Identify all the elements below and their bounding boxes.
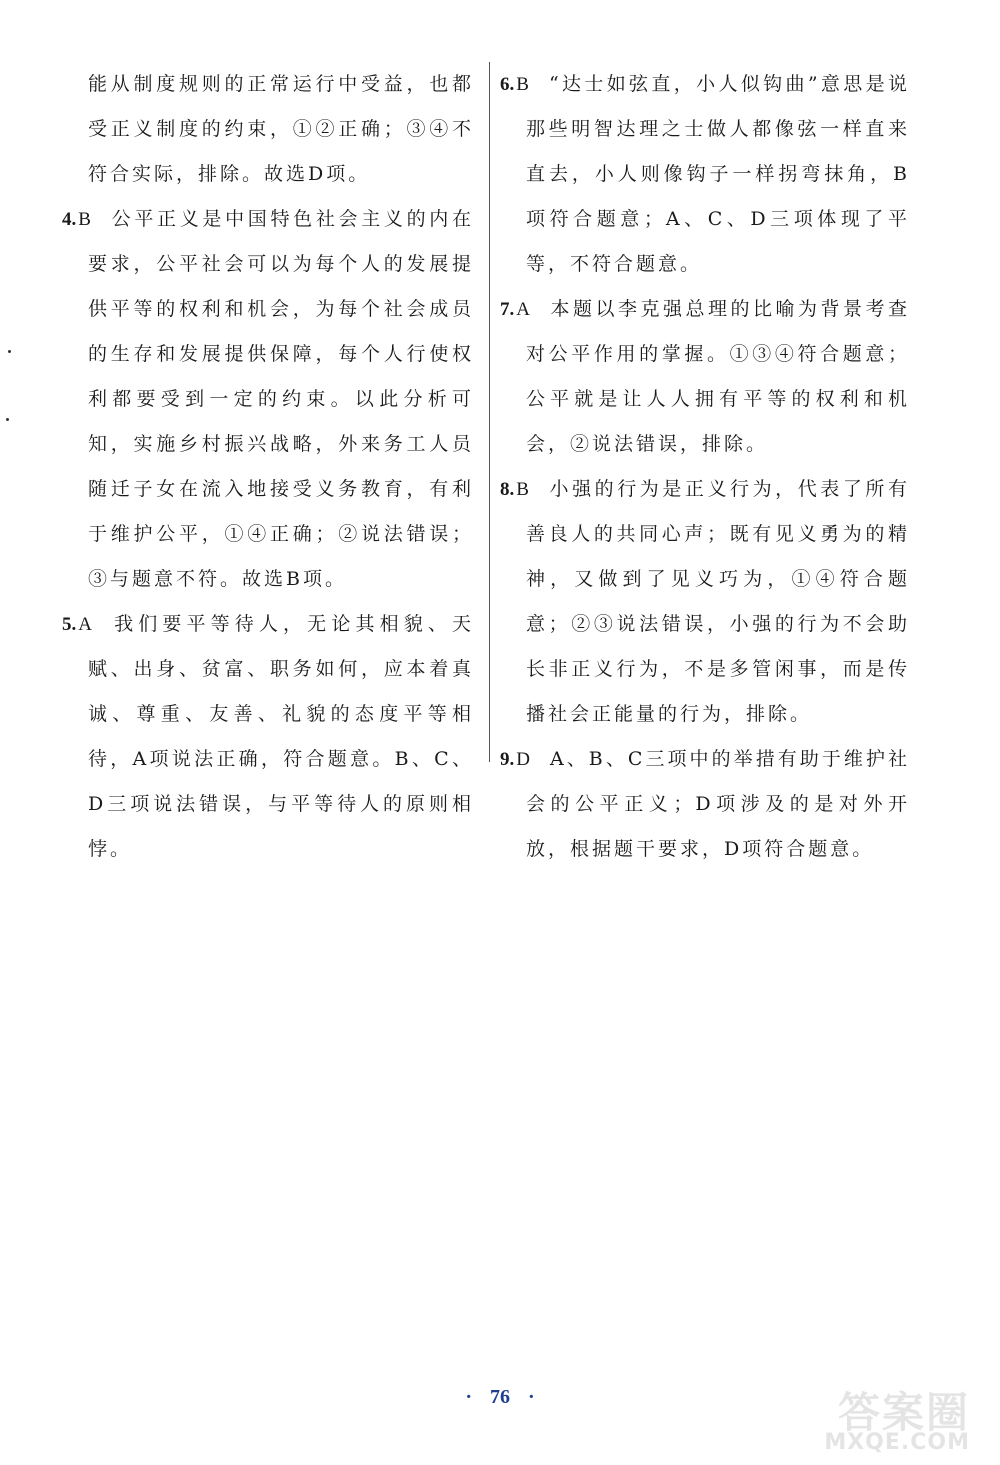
item-explanation: A、B、C三项中的举措有助于维护社会的公平正义；D项涉及的是对外开放，根据题干要求，D项符合题意。: [526, 748, 910, 860]
page-number-value: 76: [490, 1386, 510, 1408]
answer-item-4: [62, 197, 474, 602]
scan-speck: [6, 418, 9, 421]
item-explanation: 公平正义是中国特色社会主义的内在要求，公平社会可以为每个人的发展提供平等的权利和机会，为每个社会成员的生存和发展提供保障，每个人行使权利都要受到一定的约束。以此分析可知，实施乡村振兴战略，外来务工人员随迁子女在流入地接受义务教育，有利于维护公平，①④正确；②说法错误；③与题意不符。故选B项。: [88, 208, 474, 590]
watermark-url: MXQE.COM: [824, 1430, 970, 1455]
item-answer: B: [516, 479, 529, 500]
item-number: 4.: [62, 209, 77, 230]
item-answer: A: [78, 614, 92, 635]
scan-speck: [8, 350, 11, 353]
item-3-continuation: 能从制度规则的正常运行中受益，也都受正义制度的约束，①②正确；③④不符合实际，排除。故选D项。: [88, 73, 474, 185]
item-number: 8.: [500, 479, 515, 500]
item-answer: B: [78, 209, 91, 230]
watermark-text: 答案圈: [837, 1388, 970, 1437]
item-explanation: 小强的行为是正义行为，代表了所有善良人的共同心声；既有见义勇为的精神，又做到了见义巧为，①④符合题意；②③说法错误，小强的行为不会助长非正义行为，不是多管闲事，而是传播社会正能量的行为，排除。: [526, 478, 910, 725]
watermark-logo: [770, 1380, 970, 1460]
answer-item-5: [62, 602, 474, 872]
item-number: 6.: [500, 74, 515, 95]
item-number: 5.: [62, 614, 77, 635]
item-explanation: 本题以李克强总理的比喻为背景考查对公平作用的掌握。①③④符合题意；公平就是让人人拥有平等的权利和机会，②说法错误，排除。: [526, 298, 910, 455]
item-answer: D: [516, 749, 530, 770]
page-number-dot-right: ·: [528, 1386, 535, 1408]
answer-item-8: [500, 467, 910, 737]
answer-item-6: [500, 62, 910, 287]
item-number: 7.: [500, 299, 515, 320]
item-answer: A: [516, 299, 530, 320]
answer-item-9: [500, 737, 910, 872]
item-answer: B: [516, 74, 529, 95]
left-column: [62, 62, 474, 872]
item-number: 9.: [500, 749, 515, 770]
right-column: [500, 62, 910, 872]
column-divider: [489, 62, 490, 762]
item-explanation: “达士如弦直，小人似钩曲”意思是说那些明智达理之士做人都像弦一样直来直去，小人则像钩子一样拐弯抹角，B项符合题意；A、C、D三项体现了平等，不符合题意。: [526, 73, 910, 275]
item-explanation: 我们要平等待人，无论其相貌、天赋、出身、贫富、职务如何，应本着真诚、尊重、友善、礼貌的态度平等相待，A项说法正确，符合题意。B、C、D三项说法错误，与平等待人的原则相悖。: [88, 613, 474, 860]
answer-item-7: [500, 287, 910, 467]
page-number-dot-left: ·: [465, 1386, 472, 1408]
